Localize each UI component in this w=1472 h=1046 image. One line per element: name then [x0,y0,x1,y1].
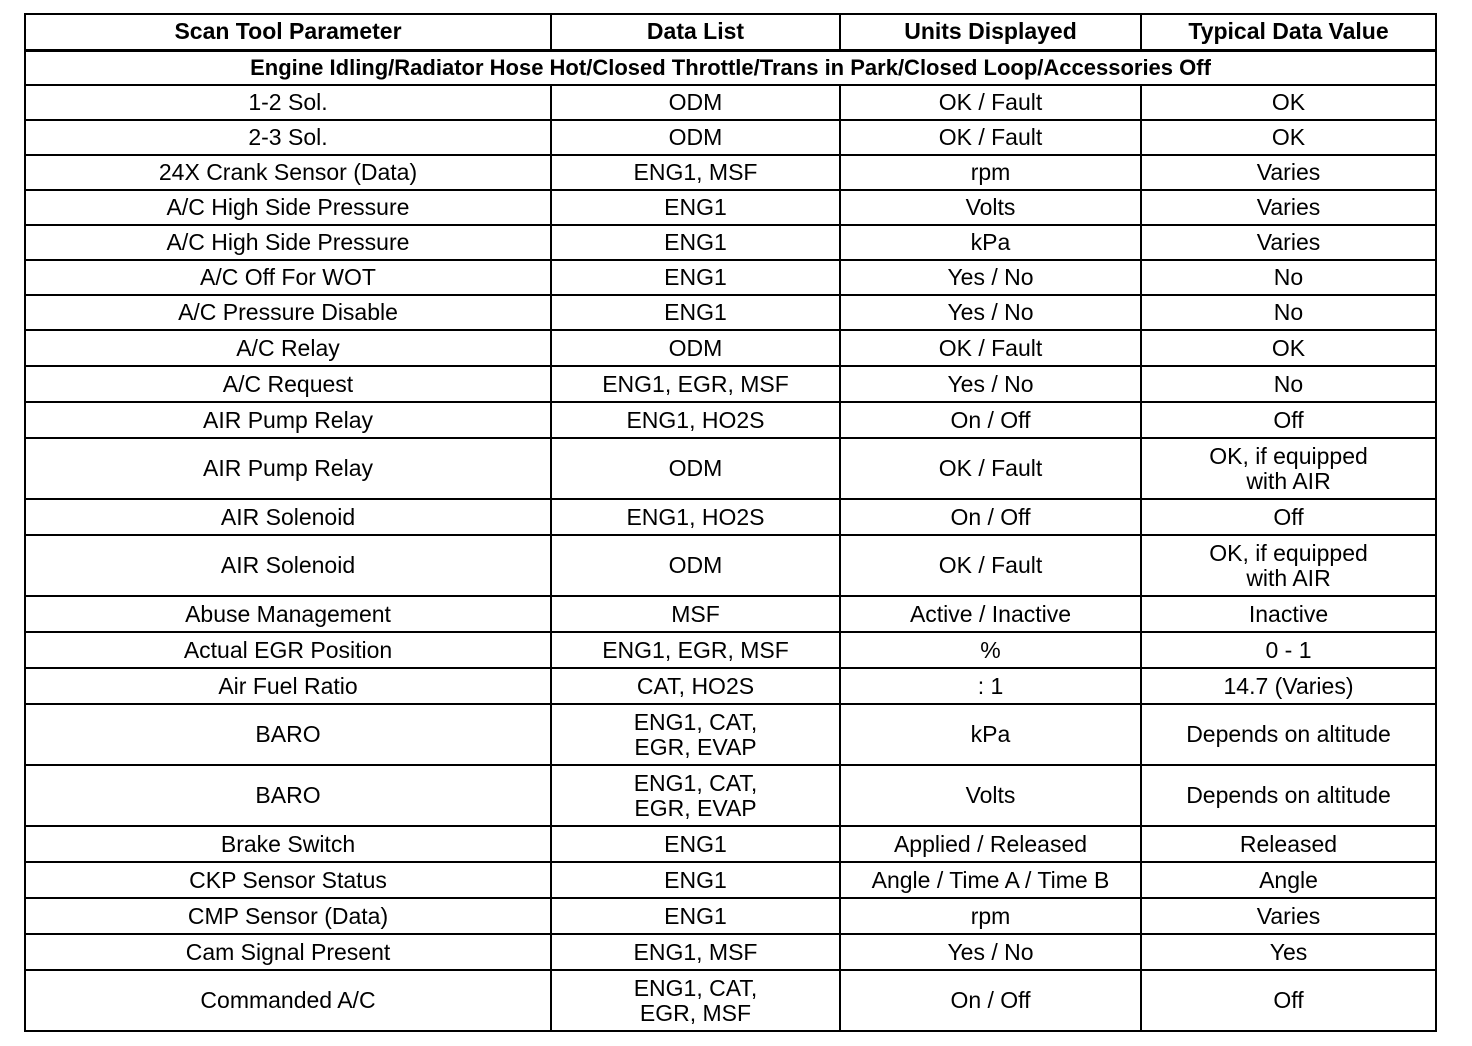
data-list-cell [551,438,840,499]
units-cell-text: Yes / No [947,264,1034,290]
units-cell [840,535,1141,596]
data-list-cell-text: ENG1, HO2S [626,406,765,433]
parameter-cell [25,260,551,295]
parameter-cell-text: Commanded A/C [200,987,376,1013]
data-list-cell-text: ENG1, MSF [633,159,758,185]
parameter-cell-text: A/C Off For WOT [200,264,376,290]
table-row [25,499,1436,535]
parameter-cell-text: Air Fuel Ratio [218,672,358,699]
table-row [25,155,1436,190]
parameter-cell [25,499,551,535]
typical-value-cell [1141,668,1436,704]
typical-value-cell-text: Angle [1259,866,1318,893]
data-list-cell [551,898,840,934]
header-units-displayed: Units Displayed [840,14,1141,50]
typical-value-cell-text: OK [1271,124,1306,150]
table-row [25,934,1436,970]
data-list-cell [551,668,840,704]
parameter-cell-text: BARO [255,721,321,747]
parameter-cell [25,438,551,499]
units-cell [840,826,1141,862]
typical-value-cell [1141,632,1436,668]
data-list-cell-text: ENG1 [664,264,727,290]
data-list-cell [551,862,840,898]
table-row [25,366,1436,402]
parameter-cell-text: A/C Relay [236,334,340,361]
parameter-cell [25,120,551,155]
parameter-cell [25,85,551,120]
typical-value-cell [1141,260,1436,295]
data-list-cell [551,295,840,330]
units-cell [840,862,1141,898]
units-cell-text: rpm [970,159,1011,185]
typical-value-cell [1141,366,1436,402]
typical-value-cell [1141,826,1436,862]
units-cell-text: OK / Fault [938,124,1043,150]
table-row [25,668,1436,704]
parameter-cell-text: AIR Solenoid [220,503,356,530]
table-row [25,260,1436,295]
parameter-cell [25,668,551,704]
units-cell-text: OK / Fault [938,334,1043,361]
data-list-cell-text: ENG1, CAT, EGR, EVAP [633,769,758,821]
units-cell [840,438,1141,499]
units-cell [840,632,1141,668]
typical-value-cell [1141,765,1436,826]
data-list-cell [551,535,840,596]
typical-value-cell-text: 0 - 1 [1265,636,1312,663]
parameter-cell [25,402,551,438]
parameter-cell [25,330,551,366]
typical-value-cell [1141,402,1436,438]
parameter-cell [25,155,551,190]
units-cell [840,499,1141,535]
data-list-cell-text: ODM [668,89,723,115]
typical-value-cell-text: Inactive [1248,600,1329,627]
operating-condition: Engine Idling/Radiator Hose Hot/Closed Throttle/Trans in Park/Closed Loop/Accessories Off [25,50,1436,85]
units-cell-text: Volts [965,782,1016,808]
table-row [25,190,1436,225]
data-list-cell-text: ODM [668,124,723,150]
data-list-cell-text: ODM [668,552,723,578]
parameter-cell-text: CKP Sensor Status [189,866,387,893]
parameter-cell-text: Brake Switch [220,830,356,857]
units-cell-text: Angle / Time A / Time B [871,866,1110,893]
units-cell-text: Yes / No [947,370,1034,397]
units-cell [840,295,1141,330]
typical-value-cell-text: Off [1273,987,1304,1013]
table-row [25,402,1436,438]
parameter-cell [25,225,551,260]
data-list-cell [551,120,840,155]
typical-value-cell [1141,330,1436,366]
typical-value-cell-text: Released [1239,830,1338,857]
typical-value-cell [1141,120,1436,155]
units-cell [840,155,1141,190]
typical-value-cell [1141,295,1436,330]
units-cell-text: : 1 [977,672,1004,699]
data-list-cell-text: ENG1 [664,866,727,893]
typical-value-cell-text: OK [1271,89,1306,115]
table-row [25,225,1436,260]
units-cell [840,970,1141,1031]
parameter-cell [25,898,551,934]
data-list-cell [551,704,840,765]
units-cell-text: OK / Fault [938,552,1043,578]
parameter-cell [25,704,551,765]
typical-value-cell-text: 14.7 (Varies) [1223,672,1354,699]
typical-value-cell-text: OK, if equipped with AIR [1209,539,1368,591]
data-list-cell [551,499,840,535]
data-list-cell-text: ENG1 [664,830,727,857]
units-cell-text: % [980,636,1001,663]
data-list-cell-text: CAT, HO2S [636,672,755,699]
units-cell-text: On / Off [950,503,1031,530]
units-cell-text: Yes / No [947,299,1034,325]
typical-value-cell [1141,862,1436,898]
table-row [25,295,1436,330]
table-row [25,765,1436,826]
typical-value-cell [1141,970,1436,1031]
parameter-cell-text: A/C High Side Pressure [166,229,410,255]
table-row [25,632,1436,668]
typical-value-cell-text: OK, if equipped with AIR [1209,442,1368,494]
typical-value-cell [1141,596,1436,632]
typical-value-cell [1141,85,1436,120]
typical-value-cell [1141,499,1436,535]
parameter-cell-text: 1-2 Sol. [248,89,328,115]
typical-value-cell-text: No [1273,370,1304,397]
data-list-cell [551,260,840,295]
typical-value-cell [1141,535,1436,596]
data-list-cell-text: MSF [671,600,720,627]
units-cell [840,765,1141,826]
parameter-cell [25,366,551,402]
units-cell [840,366,1141,402]
header-data-list: Data List [551,14,840,50]
typical-value-cell-text: No [1273,264,1304,290]
table-row [25,438,1436,499]
table-row [25,120,1436,155]
parameter-cell-text: Cam Signal Present [185,938,391,965]
units-cell [840,260,1141,295]
units-cell-text: Applied / Released [893,830,1088,857]
typical-value-cell [1141,934,1436,970]
data-list-cell [551,596,840,632]
units-cell [840,120,1141,155]
parameter-cell-text: Abuse Management [185,600,391,627]
table-row [25,898,1436,934]
data-list-cell [551,934,840,970]
units-cell [840,402,1141,438]
parameter-cell-text: CMP Sensor (Data) [187,902,389,929]
units-cell [840,934,1141,970]
data-list-cell-text: ENG1, HO2S [626,503,765,530]
typical-value-cell [1141,898,1436,934]
units-cell [840,190,1141,225]
units-cell-text: On / Off [950,406,1031,433]
parameter-cell-text: 24X Crank Sensor (Data) [158,159,418,185]
data-list-cell [551,826,840,862]
table-row [25,85,1436,120]
parameter-cell-text: A/C Request [222,370,354,397]
typical-value-cell [1141,155,1436,190]
data-list-cell [551,190,840,225]
data-list-cell-text: ENG1, MSF [633,938,758,965]
header-row [25,14,1436,50]
data-list-cell [551,765,840,826]
units-cell-text: kPa [970,721,1011,747]
table-row [25,970,1436,1031]
data-list-cell [551,330,840,366]
units-cell [840,668,1141,704]
header-scan-tool-parameter: Scan Tool Parameter [25,14,551,50]
units-cell-text: Yes / No [947,938,1034,965]
units-cell-text: rpm [970,902,1011,929]
units-cell-text: Volts [965,194,1016,220]
data-list-cell-text: ENG1, CAT, EGR, EVAP [633,708,758,760]
condition-row [25,50,1436,85]
typical-value-cell [1141,190,1436,225]
units-cell-text: OK / Fault [938,89,1043,115]
parameter-cell [25,970,551,1031]
parameter-cell-text: BARO [255,782,321,808]
data-list-cell-text: ODM [668,455,723,481]
typical-value-cell-text: Off [1273,406,1304,433]
data-list-cell-text: ENG1 [664,299,727,325]
units-cell [840,330,1141,366]
data-list-cell [551,85,840,120]
parameter-cell [25,632,551,668]
table-row [25,330,1436,366]
parameter-cell [25,862,551,898]
data-list-cell-text: ENG1 [664,194,727,220]
units-cell-text: OK / Fault [938,455,1043,481]
typical-value-cell [1141,704,1436,765]
data-list-cell [551,632,840,668]
typical-value-cell-text: Varies [1256,194,1321,220]
table-row [25,596,1436,632]
data-list-cell [551,155,840,190]
data-list-cell-text: ENG1, CAT, EGR, MSF [633,974,758,1026]
typical-value-cell [1141,438,1436,499]
units-cell [840,85,1141,120]
parameter-cell [25,596,551,632]
parameter-cell-text: A/C Pressure Disable [178,299,398,325]
parameter-cell [25,826,551,862]
parameter-cell-text: AIR Pump Relay [202,455,373,481]
parameter-cell [25,934,551,970]
data-list-cell [551,402,840,438]
typical-value-cell-text: Varies [1256,229,1321,255]
table-row [25,826,1436,862]
parameter-cell [25,535,551,596]
parameter-cell-text: AIR Pump Relay [202,406,373,433]
units-cell-text: kPa [970,229,1011,255]
data-list-cell [551,970,840,1031]
parameter-cell [25,190,551,225]
parameter-cell [25,765,551,826]
units-cell [840,898,1141,934]
table-row [25,535,1436,596]
data-list-cell-text: ENG1 [664,229,727,255]
scan-tool-data-table [24,13,1437,1032]
data-list-cell-text: ODM [668,334,723,361]
parameter-cell-text: A/C High Side Pressure [166,194,410,220]
typical-value-cell [1141,225,1436,260]
typical-value-cell-text: No [1273,299,1304,325]
units-cell [840,225,1141,260]
parameter-cell [25,295,551,330]
data-list-cell-text: ENG1, EGR, MSF [602,370,789,397]
typical-value-cell-text: Yes [1269,938,1308,965]
table-row [25,862,1436,898]
table-row [25,704,1436,765]
units-cell-text: On / Off [950,987,1031,1013]
units-cell [840,704,1141,765]
typical-value-cell-text: Depends on altitude [1186,782,1391,808]
units-cell [840,596,1141,632]
data-list-cell-text: ENG1, EGR, MSF [602,636,789,663]
data-list-cell [551,366,840,402]
header-typical-data-value: Typical Data Value [1141,14,1436,50]
parameter-cell-text: Actual EGR Position [183,636,393,663]
units-cell-text: Active / Inactive [909,600,1072,627]
typical-value-cell-text: OK [1271,334,1306,361]
parameter-cell-text: 2-3 Sol. [248,124,328,150]
data-list-cell [551,225,840,260]
parameter-cell-text: AIR Solenoid [220,552,356,578]
typical-value-cell-text: Depends on altitude [1186,721,1391,747]
typical-value-cell-text: Varies [1256,159,1321,185]
typical-value-cell-text: Off [1273,503,1304,530]
typical-value-cell-text: Varies [1256,902,1321,929]
data-list-cell-text: ENG1 [664,902,727,929]
